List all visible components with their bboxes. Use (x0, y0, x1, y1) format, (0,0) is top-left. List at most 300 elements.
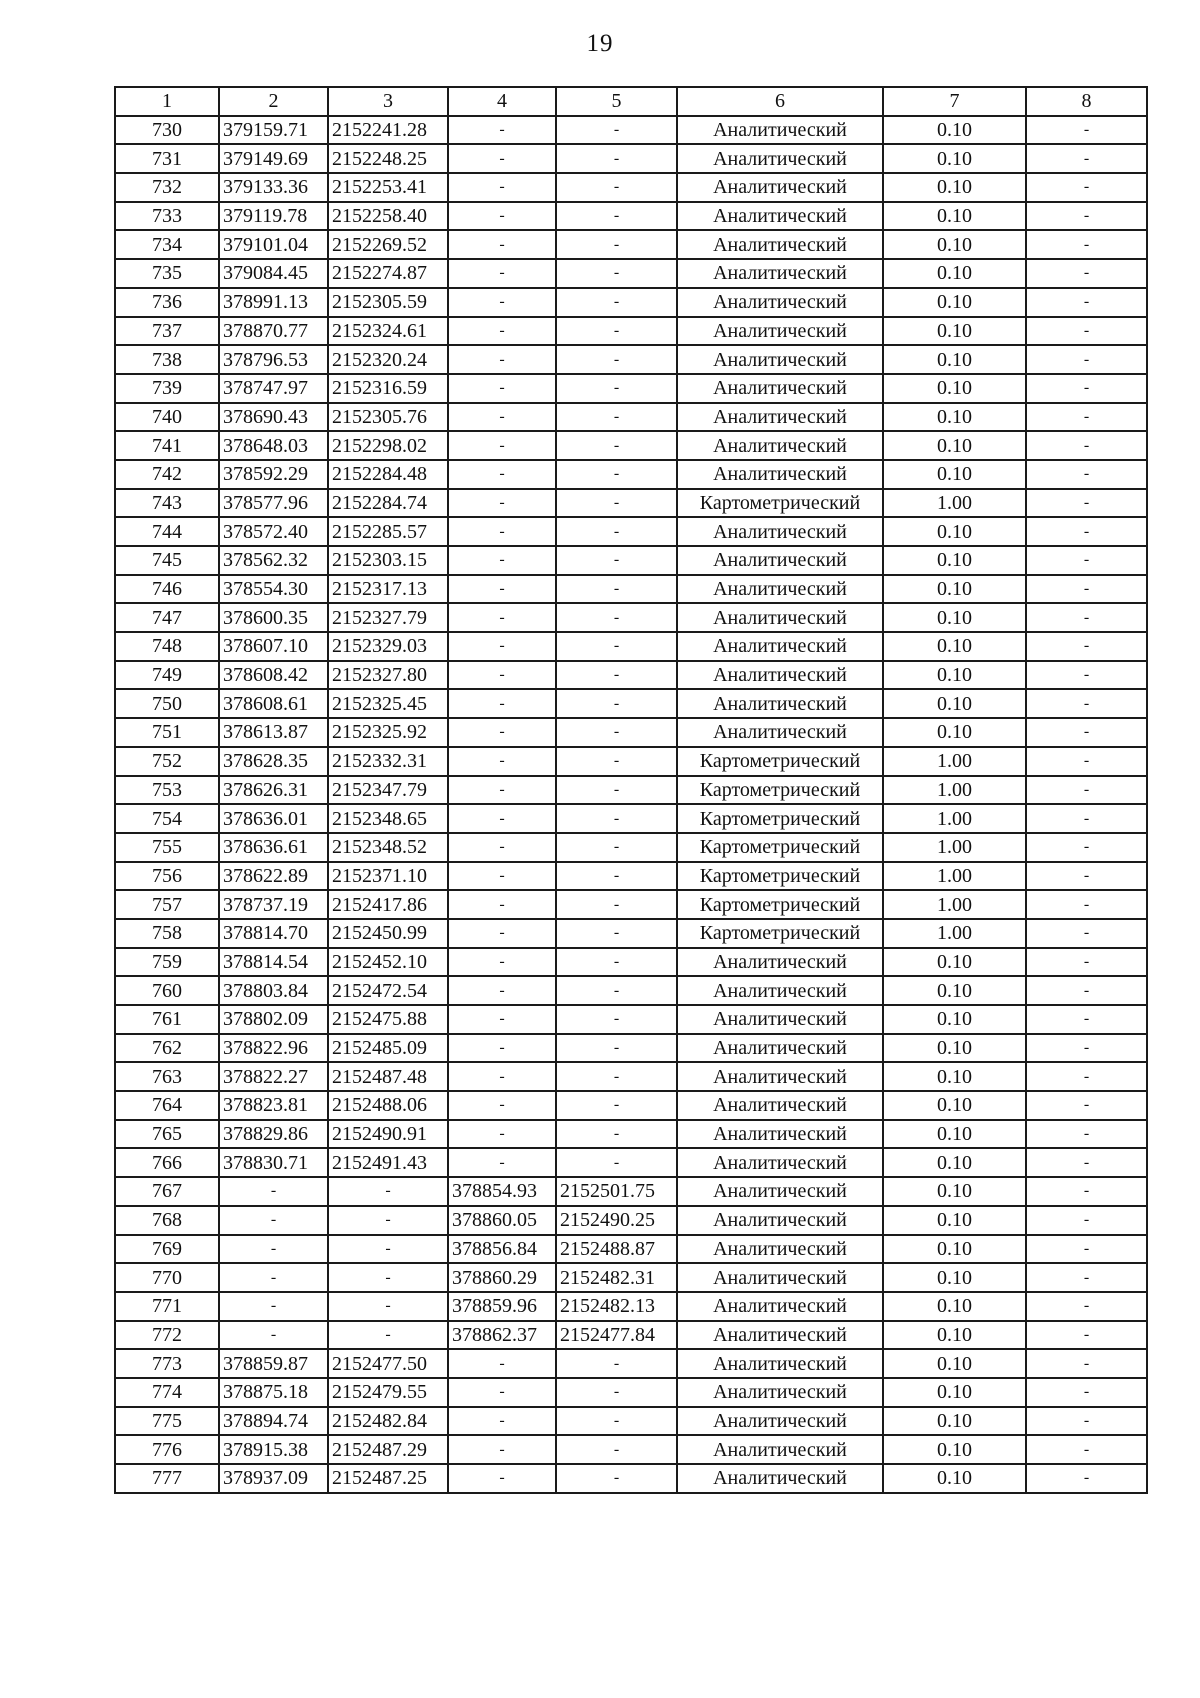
new-y-coordinate-cell: - (556, 202, 677, 231)
x-coordinate-cell: 378870.77 (219, 317, 328, 346)
method-cell: Аналитический (677, 173, 883, 202)
new-x-coordinate-cell: 378862.37 (448, 1321, 556, 1350)
description-cell: - (1026, 230, 1147, 259)
point-number-cell: 755 (115, 833, 219, 862)
y-coordinate-cell: 2152475.88 (328, 1005, 448, 1034)
description-cell: - (1026, 833, 1147, 862)
y-coordinate-cell: 2152284.74 (328, 489, 448, 518)
header-cell: 4 (448, 87, 556, 116)
method-cell: Аналитический (677, 1034, 883, 1063)
method-cell: Аналитический (677, 632, 883, 661)
method-cell: Картометрический (677, 833, 883, 862)
header-cell: 8 (1026, 87, 1147, 116)
new-x-coordinate-cell: - (448, 603, 556, 632)
description-cell: - (1026, 489, 1147, 518)
y-coordinate-cell: 2152305.76 (328, 403, 448, 432)
point-number-cell: 762 (115, 1034, 219, 1063)
y-coordinate-cell: 2152305.59 (328, 288, 448, 317)
new-x-coordinate-cell: - (448, 1062, 556, 1091)
accuracy-cell: 1.00 (883, 833, 1026, 862)
new-y-coordinate-cell: - (556, 862, 677, 891)
table-row (115, 1235, 1147, 1264)
y-coordinate-cell: 2152253.41 (328, 173, 448, 202)
table-row (115, 603, 1147, 632)
new-x-coordinate-cell: - (448, 632, 556, 661)
accuracy-cell: 0.10 (883, 517, 1026, 546)
description-cell: - (1026, 288, 1147, 317)
new-x-coordinate-cell: - (448, 718, 556, 747)
accuracy-cell: 0.10 (883, 1148, 1026, 1177)
new-x-coordinate-cell: 378854.93 (448, 1177, 556, 1206)
method-cell: Аналитический (677, 1206, 883, 1235)
accuracy-cell: 0.10 (883, 1464, 1026, 1493)
description-cell: - (1026, 862, 1147, 891)
new-x-coordinate-cell: - (448, 976, 556, 1005)
x-coordinate-cell: 378823.81 (219, 1091, 328, 1120)
point-number-cell: 745 (115, 546, 219, 575)
point-number-cell: 746 (115, 575, 219, 604)
y-coordinate-cell: 2152482.84 (328, 1407, 448, 1436)
x-coordinate-cell: 378822.27 (219, 1062, 328, 1091)
x-coordinate-cell: 379149.69 (219, 144, 328, 173)
point-number-cell: 764 (115, 1091, 219, 1120)
coordinates-table (114, 86, 1148, 1494)
y-coordinate-cell: 2152487.48 (328, 1062, 448, 1091)
table-body (115, 116, 1147, 1493)
method-cell: Аналитический (677, 1235, 883, 1264)
table-row (115, 345, 1147, 374)
method-cell: Аналитический (677, 374, 883, 403)
accuracy-cell: 0.10 (883, 431, 1026, 460)
description-cell: - (1026, 804, 1147, 833)
x-coordinate-cell: 379101.04 (219, 230, 328, 259)
y-coordinate-cell: 2152329.03 (328, 632, 448, 661)
table-row (115, 288, 1147, 317)
point-number-cell: 736 (115, 288, 219, 317)
y-coordinate-cell: 2152248.25 (328, 144, 448, 173)
method-cell: Аналитический (677, 144, 883, 173)
table-row (115, 317, 1147, 346)
new-y-coordinate-cell: - (556, 317, 677, 346)
method-cell: Аналитический (677, 288, 883, 317)
new-y-coordinate-cell: - (556, 1034, 677, 1063)
table-row (115, 1005, 1147, 1034)
new-x-coordinate-cell: 378856.84 (448, 1235, 556, 1264)
point-number-cell: 760 (115, 976, 219, 1005)
accuracy-cell: 1.00 (883, 890, 1026, 919)
y-coordinate-cell: - (328, 1235, 448, 1264)
accuracy-cell: 0.10 (883, 1235, 1026, 1264)
x-coordinate-cell: 378829.86 (219, 1120, 328, 1149)
point-number-cell: 737 (115, 317, 219, 346)
new-y-coordinate-cell: - (556, 948, 677, 977)
description-cell: - (1026, 1034, 1147, 1063)
accuracy-cell: 0.10 (883, 1378, 1026, 1407)
x-coordinate-cell: 378814.54 (219, 948, 328, 977)
method-cell: Аналитический (677, 1263, 883, 1292)
new-x-coordinate-cell: - (448, 489, 556, 518)
table-row (115, 1407, 1147, 1436)
description-cell: - (1026, 1148, 1147, 1177)
accuracy-cell: 0.10 (883, 116, 1026, 145)
new-y-coordinate-cell: - (556, 173, 677, 202)
new-x-coordinate-cell: - (448, 575, 556, 604)
accuracy-cell: 0.10 (883, 403, 1026, 432)
point-number-cell: 740 (115, 403, 219, 432)
new-y-coordinate-cell: - (556, 1005, 677, 1034)
y-coordinate-cell: 2152488.06 (328, 1091, 448, 1120)
x-coordinate-cell: 379159.71 (219, 116, 328, 145)
method-cell: Аналитический (677, 1177, 883, 1206)
table-row (115, 1349, 1147, 1378)
x-coordinate-cell: 378937.09 (219, 1464, 328, 1493)
new-x-coordinate-cell: - (448, 317, 556, 346)
description-cell: - (1026, 202, 1147, 231)
method-cell: Картометрический (677, 862, 883, 891)
new-y-coordinate-cell: - (556, 1062, 677, 1091)
method-cell: Картометрический (677, 890, 883, 919)
new-x-coordinate-cell: - (448, 919, 556, 948)
description-cell: - (1026, 431, 1147, 460)
method-cell: Аналитический (677, 230, 883, 259)
new-x-coordinate-cell: - (448, 345, 556, 374)
x-coordinate-cell: - (219, 1235, 328, 1264)
table-row (115, 546, 1147, 575)
description-cell: - (1026, 976, 1147, 1005)
x-coordinate-cell: 378875.18 (219, 1378, 328, 1407)
new-y-coordinate-cell: - (556, 489, 677, 518)
new-x-coordinate-cell: - (448, 173, 556, 202)
new-x-coordinate-cell: - (448, 259, 556, 288)
y-coordinate-cell: 2152348.52 (328, 833, 448, 862)
method-cell: Аналитический (677, 603, 883, 632)
description-cell: - (1026, 575, 1147, 604)
method-cell: Аналитический (677, 431, 883, 460)
x-coordinate-cell: 378608.42 (219, 661, 328, 690)
method-cell: Картометрический (677, 489, 883, 518)
table-row (115, 833, 1147, 862)
new-y-coordinate-cell: 2152482.31 (556, 1263, 677, 1292)
method-cell: Аналитический (677, 517, 883, 546)
table-row (115, 374, 1147, 403)
new-x-coordinate-cell: - (448, 689, 556, 718)
x-coordinate-cell: 378814.70 (219, 919, 328, 948)
new-y-coordinate-cell: - (556, 403, 677, 432)
new-x-coordinate-cell: - (448, 661, 556, 690)
description-cell: - (1026, 317, 1147, 346)
y-coordinate-cell: 2152472.54 (328, 976, 448, 1005)
x-coordinate-cell: 378608.61 (219, 689, 328, 718)
point-number-cell: 771 (115, 1292, 219, 1321)
y-coordinate-cell: 2152477.50 (328, 1349, 448, 1378)
description-cell: - (1026, 776, 1147, 805)
new-x-coordinate-cell: - (448, 202, 556, 231)
method-cell: Аналитический (677, 1005, 883, 1034)
description-cell: - (1026, 259, 1147, 288)
accuracy-cell: 0.10 (883, 374, 1026, 403)
y-coordinate-cell: 2152241.28 (328, 116, 448, 145)
point-number-cell: 774 (115, 1378, 219, 1407)
point-number-cell: 768 (115, 1206, 219, 1235)
new-x-coordinate-cell: 378859.96 (448, 1292, 556, 1321)
accuracy-cell: 0.10 (883, 689, 1026, 718)
header-cell: 1 (115, 87, 219, 116)
method-cell: Аналитический (677, 116, 883, 145)
accuracy-cell: 0.10 (883, 575, 1026, 604)
description-cell: - (1026, 1177, 1147, 1206)
accuracy-cell: 1.00 (883, 862, 1026, 891)
y-coordinate-cell: 2152324.61 (328, 317, 448, 346)
description-cell: - (1026, 1206, 1147, 1235)
y-coordinate-cell: 2152332.31 (328, 747, 448, 776)
table-header-row (115, 87, 1147, 116)
y-coordinate-cell: 2152317.13 (328, 575, 448, 604)
description-cell: - (1026, 1263, 1147, 1292)
method-cell: Аналитический (677, 345, 883, 374)
accuracy-cell: 0.10 (883, 632, 1026, 661)
accuracy-cell: 0.10 (883, 1177, 1026, 1206)
description-cell: - (1026, 144, 1147, 173)
method-cell: Аналитический (677, 1464, 883, 1493)
x-coordinate-cell: 378802.09 (219, 1005, 328, 1034)
accuracy-cell: 0.10 (883, 603, 1026, 632)
new-y-coordinate-cell: - (556, 718, 677, 747)
description-cell: - (1026, 1464, 1147, 1493)
point-number-cell: 758 (115, 919, 219, 948)
new-y-coordinate-cell: - (556, 1349, 677, 1378)
method-cell: Аналитический (677, 1292, 883, 1321)
x-coordinate-cell: 379133.36 (219, 173, 328, 202)
accuracy-cell: 1.00 (883, 919, 1026, 948)
new-y-coordinate-cell: 2152477.84 (556, 1321, 677, 1350)
x-coordinate-cell: 378562.32 (219, 546, 328, 575)
x-coordinate-cell: 378577.96 (219, 489, 328, 518)
new-x-coordinate-cell: - (448, 948, 556, 977)
method-cell: Аналитический (677, 202, 883, 231)
description-cell: - (1026, 632, 1147, 661)
x-coordinate-cell: 379084.45 (219, 259, 328, 288)
new-x-coordinate-cell: - (448, 747, 556, 776)
table-row (115, 1435, 1147, 1464)
table-row (115, 489, 1147, 518)
table-row (115, 890, 1147, 919)
point-number-cell: 777 (115, 1464, 219, 1493)
point-number-cell: 735 (115, 259, 219, 288)
table-row (115, 948, 1147, 977)
table-row (115, 202, 1147, 231)
accuracy-cell: 1.00 (883, 804, 1026, 833)
description-cell: - (1026, 116, 1147, 145)
y-coordinate-cell: 2152417.86 (328, 890, 448, 919)
accuracy-cell: 0.10 (883, 288, 1026, 317)
point-number-cell: 767 (115, 1177, 219, 1206)
new-y-coordinate-cell: - (556, 1378, 677, 1407)
x-coordinate-cell: 378796.53 (219, 345, 328, 374)
point-number-cell: 756 (115, 862, 219, 891)
accuracy-cell: 0.10 (883, 661, 1026, 690)
description-cell: - (1026, 919, 1147, 948)
description-cell: - (1026, 603, 1147, 632)
new-y-coordinate-cell: - (556, 259, 677, 288)
new-x-coordinate-cell: 378860.05 (448, 1206, 556, 1235)
y-coordinate-cell: 2152316.59 (328, 374, 448, 403)
y-coordinate-cell: - (328, 1321, 448, 1350)
y-coordinate-cell: 2152258.40 (328, 202, 448, 231)
table-row (115, 230, 1147, 259)
x-coordinate-cell: 378600.35 (219, 603, 328, 632)
new-x-coordinate-cell: - (448, 431, 556, 460)
header-cell: 6 (677, 87, 883, 116)
accuracy-cell: 0.10 (883, 948, 1026, 977)
header-cell: 3 (328, 87, 448, 116)
method-cell: Картометрический (677, 776, 883, 805)
table-row (115, 632, 1147, 661)
point-number-cell: 731 (115, 144, 219, 173)
method-cell: Аналитический (677, 403, 883, 432)
point-number-cell: 747 (115, 603, 219, 632)
table-row (115, 403, 1147, 432)
accuracy-cell: 0.10 (883, 1435, 1026, 1464)
accuracy-cell: 0.10 (883, 1407, 1026, 1436)
method-cell: Картометрический (677, 804, 883, 833)
table-row (115, 976, 1147, 1005)
accuracy-cell: 0.10 (883, 1321, 1026, 1350)
description-cell: - (1026, 747, 1147, 776)
new-y-coordinate-cell: - (556, 1091, 677, 1120)
header-cell: 7 (883, 87, 1026, 116)
method-cell: Аналитический (677, 460, 883, 489)
table-row (115, 661, 1147, 690)
point-number-cell: 759 (115, 948, 219, 977)
y-coordinate-cell: 2152490.91 (328, 1120, 448, 1149)
x-coordinate-cell: 378737.19 (219, 890, 328, 919)
new-x-coordinate-cell: - (448, 1464, 556, 1493)
y-coordinate-cell: 2152348.65 (328, 804, 448, 833)
method-cell: Аналитический (677, 259, 883, 288)
method-cell: Аналитический (677, 575, 883, 604)
method-cell: Аналитический (677, 1321, 883, 1350)
description-cell: - (1026, 403, 1147, 432)
new-y-coordinate-cell: - (556, 288, 677, 317)
y-coordinate-cell: 2152347.79 (328, 776, 448, 805)
x-coordinate-cell: - (219, 1177, 328, 1206)
table-row (115, 259, 1147, 288)
new-x-coordinate-cell: - (448, 144, 556, 173)
table-row (115, 1206, 1147, 1235)
x-coordinate-cell: 378915.38 (219, 1435, 328, 1464)
accuracy-cell: 0.10 (883, 173, 1026, 202)
point-number-cell: 748 (115, 632, 219, 661)
accuracy-cell: 0.10 (883, 1206, 1026, 1235)
x-coordinate-cell: 378747.97 (219, 374, 328, 403)
y-coordinate-cell: 2152485.09 (328, 1034, 448, 1063)
x-coordinate-cell: 378830.71 (219, 1148, 328, 1177)
new-x-coordinate-cell: - (448, 804, 556, 833)
new-y-coordinate-cell: - (556, 230, 677, 259)
method-cell: Аналитический (677, 1378, 883, 1407)
method-cell: Аналитический (677, 661, 883, 690)
new-x-coordinate-cell: - (448, 230, 556, 259)
x-coordinate-cell: 378622.89 (219, 862, 328, 891)
accuracy-cell: 0.10 (883, 1263, 1026, 1292)
y-coordinate-cell: - (328, 1263, 448, 1292)
x-coordinate-cell: - (219, 1321, 328, 1350)
method-cell: Аналитический (677, 976, 883, 1005)
y-coordinate-cell: - (328, 1206, 448, 1235)
table-row (115, 1120, 1147, 1149)
new-x-coordinate-cell: - (448, 1435, 556, 1464)
new-y-coordinate-cell: - (556, 747, 677, 776)
description-cell: - (1026, 1005, 1147, 1034)
table-row (115, 1062, 1147, 1091)
description-cell: - (1026, 1235, 1147, 1264)
accuracy-cell: 0.10 (883, 1292, 1026, 1321)
description-cell: - (1026, 661, 1147, 690)
x-coordinate-cell: 378803.84 (219, 976, 328, 1005)
table-row (115, 1292, 1147, 1321)
y-coordinate-cell: - (328, 1177, 448, 1206)
description-cell: - (1026, 689, 1147, 718)
new-x-coordinate-cell: - (448, 116, 556, 145)
x-coordinate-cell: 378690.43 (219, 403, 328, 432)
x-coordinate-cell: - (219, 1292, 328, 1321)
accuracy-cell: 0.10 (883, 1005, 1026, 1034)
x-coordinate-cell: 378607.10 (219, 632, 328, 661)
new-y-coordinate-cell: - (556, 517, 677, 546)
table-row (115, 1263, 1147, 1292)
table-row (115, 862, 1147, 891)
new-y-coordinate-cell: - (556, 1120, 677, 1149)
new-y-coordinate-cell: - (556, 345, 677, 374)
point-number-cell: 733 (115, 202, 219, 231)
point-number-cell: 743 (115, 489, 219, 518)
new-x-coordinate-cell: - (448, 1120, 556, 1149)
y-coordinate-cell: 2152450.99 (328, 919, 448, 948)
accuracy-cell: 0.10 (883, 1062, 1026, 1091)
accuracy-cell: 0.10 (883, 1091, 1026, 1120)
table-row (115, 1464, 1147, 1493)
table-row (115, 1148, 1147, 1177)
new-y-coordinate-cell: - (556, 1464, 677, 1493)
description-cell: - (1026, 1407, 1147, 1436)
description-cell: - (1026, 517, 1147, 546)
method-cell: Аналитический (677, 1435, 883, 1464)
new-y-coordinate-cell: 2152490.25 (556, 1206, 677, 1235)
method-cell: Аналитический (677, 1148, 883, 1177)
new-x-coordinate-cell: - (448, 890, 556, 919)
x-coordinate-cell: 378822.96 (219, 1034, 328, 1063)
table-row (115, 776, 1147, 805)
accuracy-cell: 0.10 (883, 460, 1026, 489)
table-row (115, 1177, 1147, 1206)
table-row (115, 804, 1147, 833)
new-x-coordinate-cell: - (448, 1091, 556, 1120)
x-coordinate-cell: 378626.31 (219, 776, 328, 805)
new-x-coordinate-cell: - (448, 1005, 556, 1034)
new-y-coordinate-cell: - (556, 603, 677, 632)
method-cell: Аналитический (677, 1120, 883, 1149)
point-number-cell: 752 (115, 747, 219, 776)
point-number-cell: 765 (115, 1120, 219, 1149)
x-coordinate-cell: - (219, 1206, 328, 1235)
new-y-coordinate-cell: - (556, 1435, 677, 1464)
point-number-cell: 732 (115, 173, 219, 202)
x-coordinate-cell: 378636.01 (219, 804, 328, 833)
x-coordinate-cell: 379119.78 (219, 202, 328, 231)
description-cell: - (1026, 173, 1147, 202)
method-cell: Аналитический (677, 317, 883, 346)
new-y-coordinate-cell: 2152501.75 (556, 1177, 677, 1206)
